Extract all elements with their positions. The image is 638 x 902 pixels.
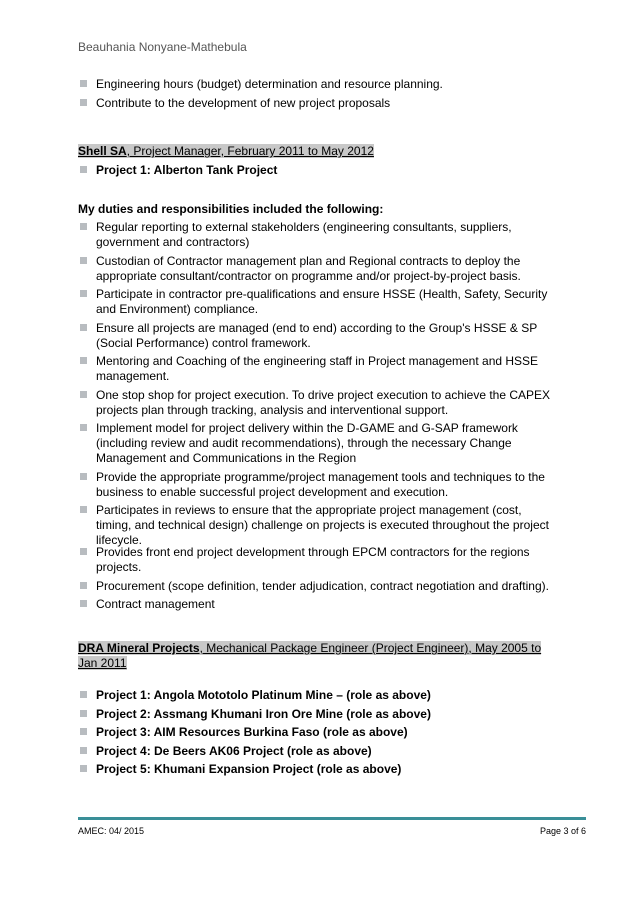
square-bullet-icon xyxy=(80,473,87,480)
shell-role: , Project Manager, February 2011 to May 2012 xyxy=(126,144,374,158)
footer-divider xyxy=(78,817,586,820)
square-bullet-icon xyxy=(80,710,87,717)
square-bullet-icon xyxy=(80,324,87,331)
list-item: Provides front end project development through EPCM contractors for the regions projects. xyxy=(78,545,558,575)
square-bullet-icon xyxy=(80,290,87,297)
list-item: Mentoring and Coaching of the engineering staff in Project management and HSSE management. xyxy=(78,354,558,384)
duties-heading: My duties and responsibilities included the following: xyxy=(78,202,384,216)
shell-project-list xyxy=(78,163,558,182)
square-bullet-icon xyxy=(80,391,87,398)
top-bullet-list xyxy=(78,77,558,114)
square-bullet-icon xyxy=(80,691,87,698)
square-bullet-icon xyxy=(80,548,87,555)
square-bullet-icon xyxy=(80,728,87,735)
square-bullet-icon xyxy=(80,257,87,264)
list-item: Procurement (scope definition, tender adjudication, contract negotiation and drafting). xyxy=(78,579,558,594)
square-bullet-icon xyxy=(80,357,87,364)
shell-more-duties-list xyxy=(78,545,558,616)
list-item: One stop shop for project execution. To drive project execution to achieve the CAPEX projects plan through tracking, analysis and interventional support. xyxy=(78,388,558,418)
square-bullet-icon xyxy=(80,747,87,754)
square-bullet-icon xyxy=(80,765,87,772)
list-item: Project 1: Angola Mototolo Platinum Mine – (role as above) xyxy=(78,688,558,703)
list-item: Provide the appropriate programme/project management tools and techniques to the business to enable successful project development and execution. xyxy=(78,470,558,500)
list-item: Participates in reviews to ensure that the appropriate project management (cost, timing, and technical design) challenge on projects is executed throughout the project lifecycle. xyxy=(78,503,558,548)
square-bullet-icon xyxy=(80,99,87,106)
dra-project-list xyxy=(78,688,558,781)
square-bullet-icon xyxy=(80,424,87,431)
dra-company: DRA Mineral Projects xyxy=(78,641,200,655)
list-item: Ensure all projects are managed (end to end) according to the Group's HSSE & SP (Social Performance) control framework. xyxy=(78,321,558,351)
square-bullet-icon xyxy=(80,223,87,230)
square-bullet-icon xyxy=(80,166,87,173)
shell-duties-list xyxy=(78,220,558,552)
list-item: Project 3: AIM Resources Burkina Faso (role as above) xyxy=(78,725,558,740)
square-bullet-icon xyxy=(80,600,87,607)
footer-page-number: Page 3 of 6 xyxy=(539,826,586,836)
dra-role: , Mechanical Package Engineer (Project Engineer), May 2005 to Jan 2011 xyxy=(78,641,542,670)
list-item: Project 5: Khumani Expansion Project (role as above) xyxy=(78,762,558,777)
list-item: Project 2: Assmang Khumani Iron Ore Mine (role as above) xyxy=(78,707,558,722)
list-item: Engineering hours (budget) determination and resource planning. xyxy=(78,77,558,92)
dra-section-heading xyxy=(78,641,558,671)
list-item: Regular reporting to external stakeholders (engineering consultants, suppliers, government and contractors) xyxy=(78,220,558,250)
shell-section-heading xyxy=(78,144,558,159)
footer-date: AMEC: 04/ 2015 xyxy=(78,826,145,836)
header-author-name: Beauhania Nonyane-Mathebula xyxy=(78,40,247,54)
list-item: Project 1: Alberton Tank Project xyxy=(78,163,558,178)
square-bullet-icon xyxy=(80,582,87,589)
shell-company: Shell SA xyxy=(78,144,127,158)
list-item: Participate in contractor pre-qualifications and ensure HSSE (Health, Safety, Security and Environment) compliance. xyxy=(78,287,558,317)
square-bullet-icon xyxy=(80,506,87,513)
list-item: Custodian of Contractor management plan and Regional contracts to deploy the appropriate consultant/contractor on programme and/or project-by-project basis. xyxy=(78,254,558,284)
list-item: Contract management xyxy=(78,597,558,612)
list-item: Contribute to the development of new project proposals xyxy=(78,96,558,111)
list-item: Project 4: De Beers AK06 Project (role as above) xyxy=(78,744,558,759)
square-bullet-icon xyxy=(80,80,87,87)
list-item: Implement model for project delivery within the D-GAME and G-SAP framework (including review and audit recommendations), through the necessary Change Management and Communications in the Region xyxy=(78,421,558,466)
